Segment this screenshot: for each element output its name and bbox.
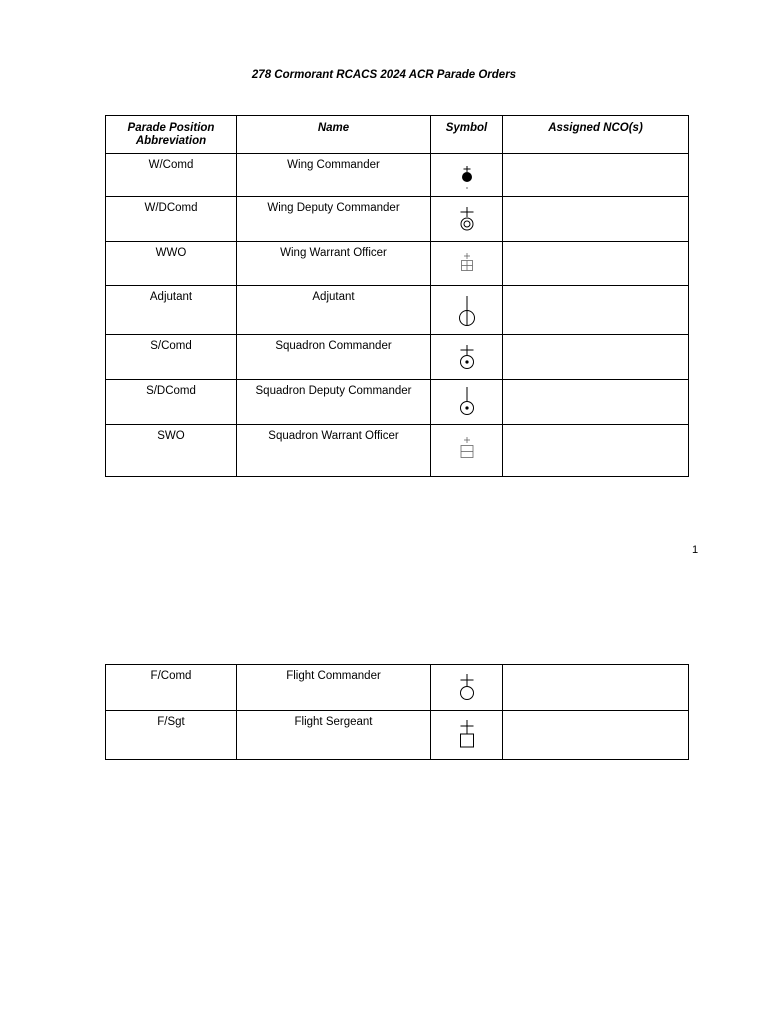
abbreviation-cell: F/Sgt [106,711,237,760]
name-cell: Flight Commander [237,665,431,711]
symbol-cell [431,380,503,425]
header-assigned-nco: Assigned NCO(s) [503,116,689,154]
table-row [106,154,689,197]
double-circle-cross-icon [457,203,477,233]
symbol-cell [431,242,503,286]
symbol-cell [431,286,503,335]
page-number: 1 [692,544,699,556]
open-circle-cross-icon [457,671,477,705]
symbol-cell [431,711,503,760]
table-row [106,425,689,477]
abbreviation-cell: WWO [106,242,237,286]
document-title: 278 Cormorant RCACS 2024 ACR Parade Orders [251,69,517,81]
open-square-cross-icon [457,717,477,753]
gridded-square-cross-icon [457,250,477,280]
assigned-nco-cell[interactable] [503,197,689,242]
assigned-nco-cell[interactable] [503,425,689,477]
symbol-cell [431,665,503,711]
abbreviation-cell: W/DComd [106,197,237,242]
symbol-cell [431,335,503,380]
split-square-cross-icon [457,435,477,465]
abbreviation-cell: F/Comd [106,665,237,711]
header-symbol: Symbol [431,116,503,154]
abbreviation-cell: S/Comd [106,335,237,380]
table-row [106,286,689,335]
table-row [106,711,689,760]
name-cell: Flight Sergeant [237,711,431,760]
assigned-nco-cell[interactable] [503,380,689,425]
abbreviation-cell: S/DComd [106,380,237,425]
symbol-cell [431,425,503,477]
dotted-circle-staff-icon [457,385,477,419]
name-cell: Wing Warrant Officer [237,242,431,286]
assigned-nco-cell[interactable] [503,286,689,335]
dotted-circle-cross-icon [457,342,477,372]
assigned-nco-cell[interactable] [503,154,689,197]
split-circle-staff-icon [455,292,479,332]
name-cell: Squadron Warrant Officer [237,425,431,477]
table-row [106,197,689,242]
filled-circle-cross-icon [457,163,477,193]
assigned-nco-cell[interactable] [503,242,689,286]
parade-positions-table-continued [105,664,689,760]
assigned-nco-cell[interactable] [503,335,689,380]
abbreviation-cell: SWO [106,425,237,477]
symbol-cell [431,154,503,197]
abbreviation-cell: Adjutant [106,286,237,335]
table-row [106,665,689,711]
assigned-nco-cell[interactable] [503,665,689,711]
table-row [106,380,689,425]
assigned-nco-cell[interactable] [503,711,689,760]
table-row [106,335,689,380]
name-cell: Wing Commander [237,154,431,197]
name-cell: Wing Deputy Commander [237,197,431,242]
name-cell: Squadron Deputy Commander [237,380,431,425]
header-name: Name [237,116,431,154]
abbreviation-cell: W/Comd [106,154,237,197]
name-cell: Squadron Commander [237,335,431,380]
table-header-row [106,116,689,154]
table-row [106,242,689,286]
parade-positions-table [105,115,689,477]
header-abbreviation: Parade Position Abbreviation [106,116,237,154]
symbol-cell [431,197,503,242]
name-cell: Adjutant [237,286,431,335]
